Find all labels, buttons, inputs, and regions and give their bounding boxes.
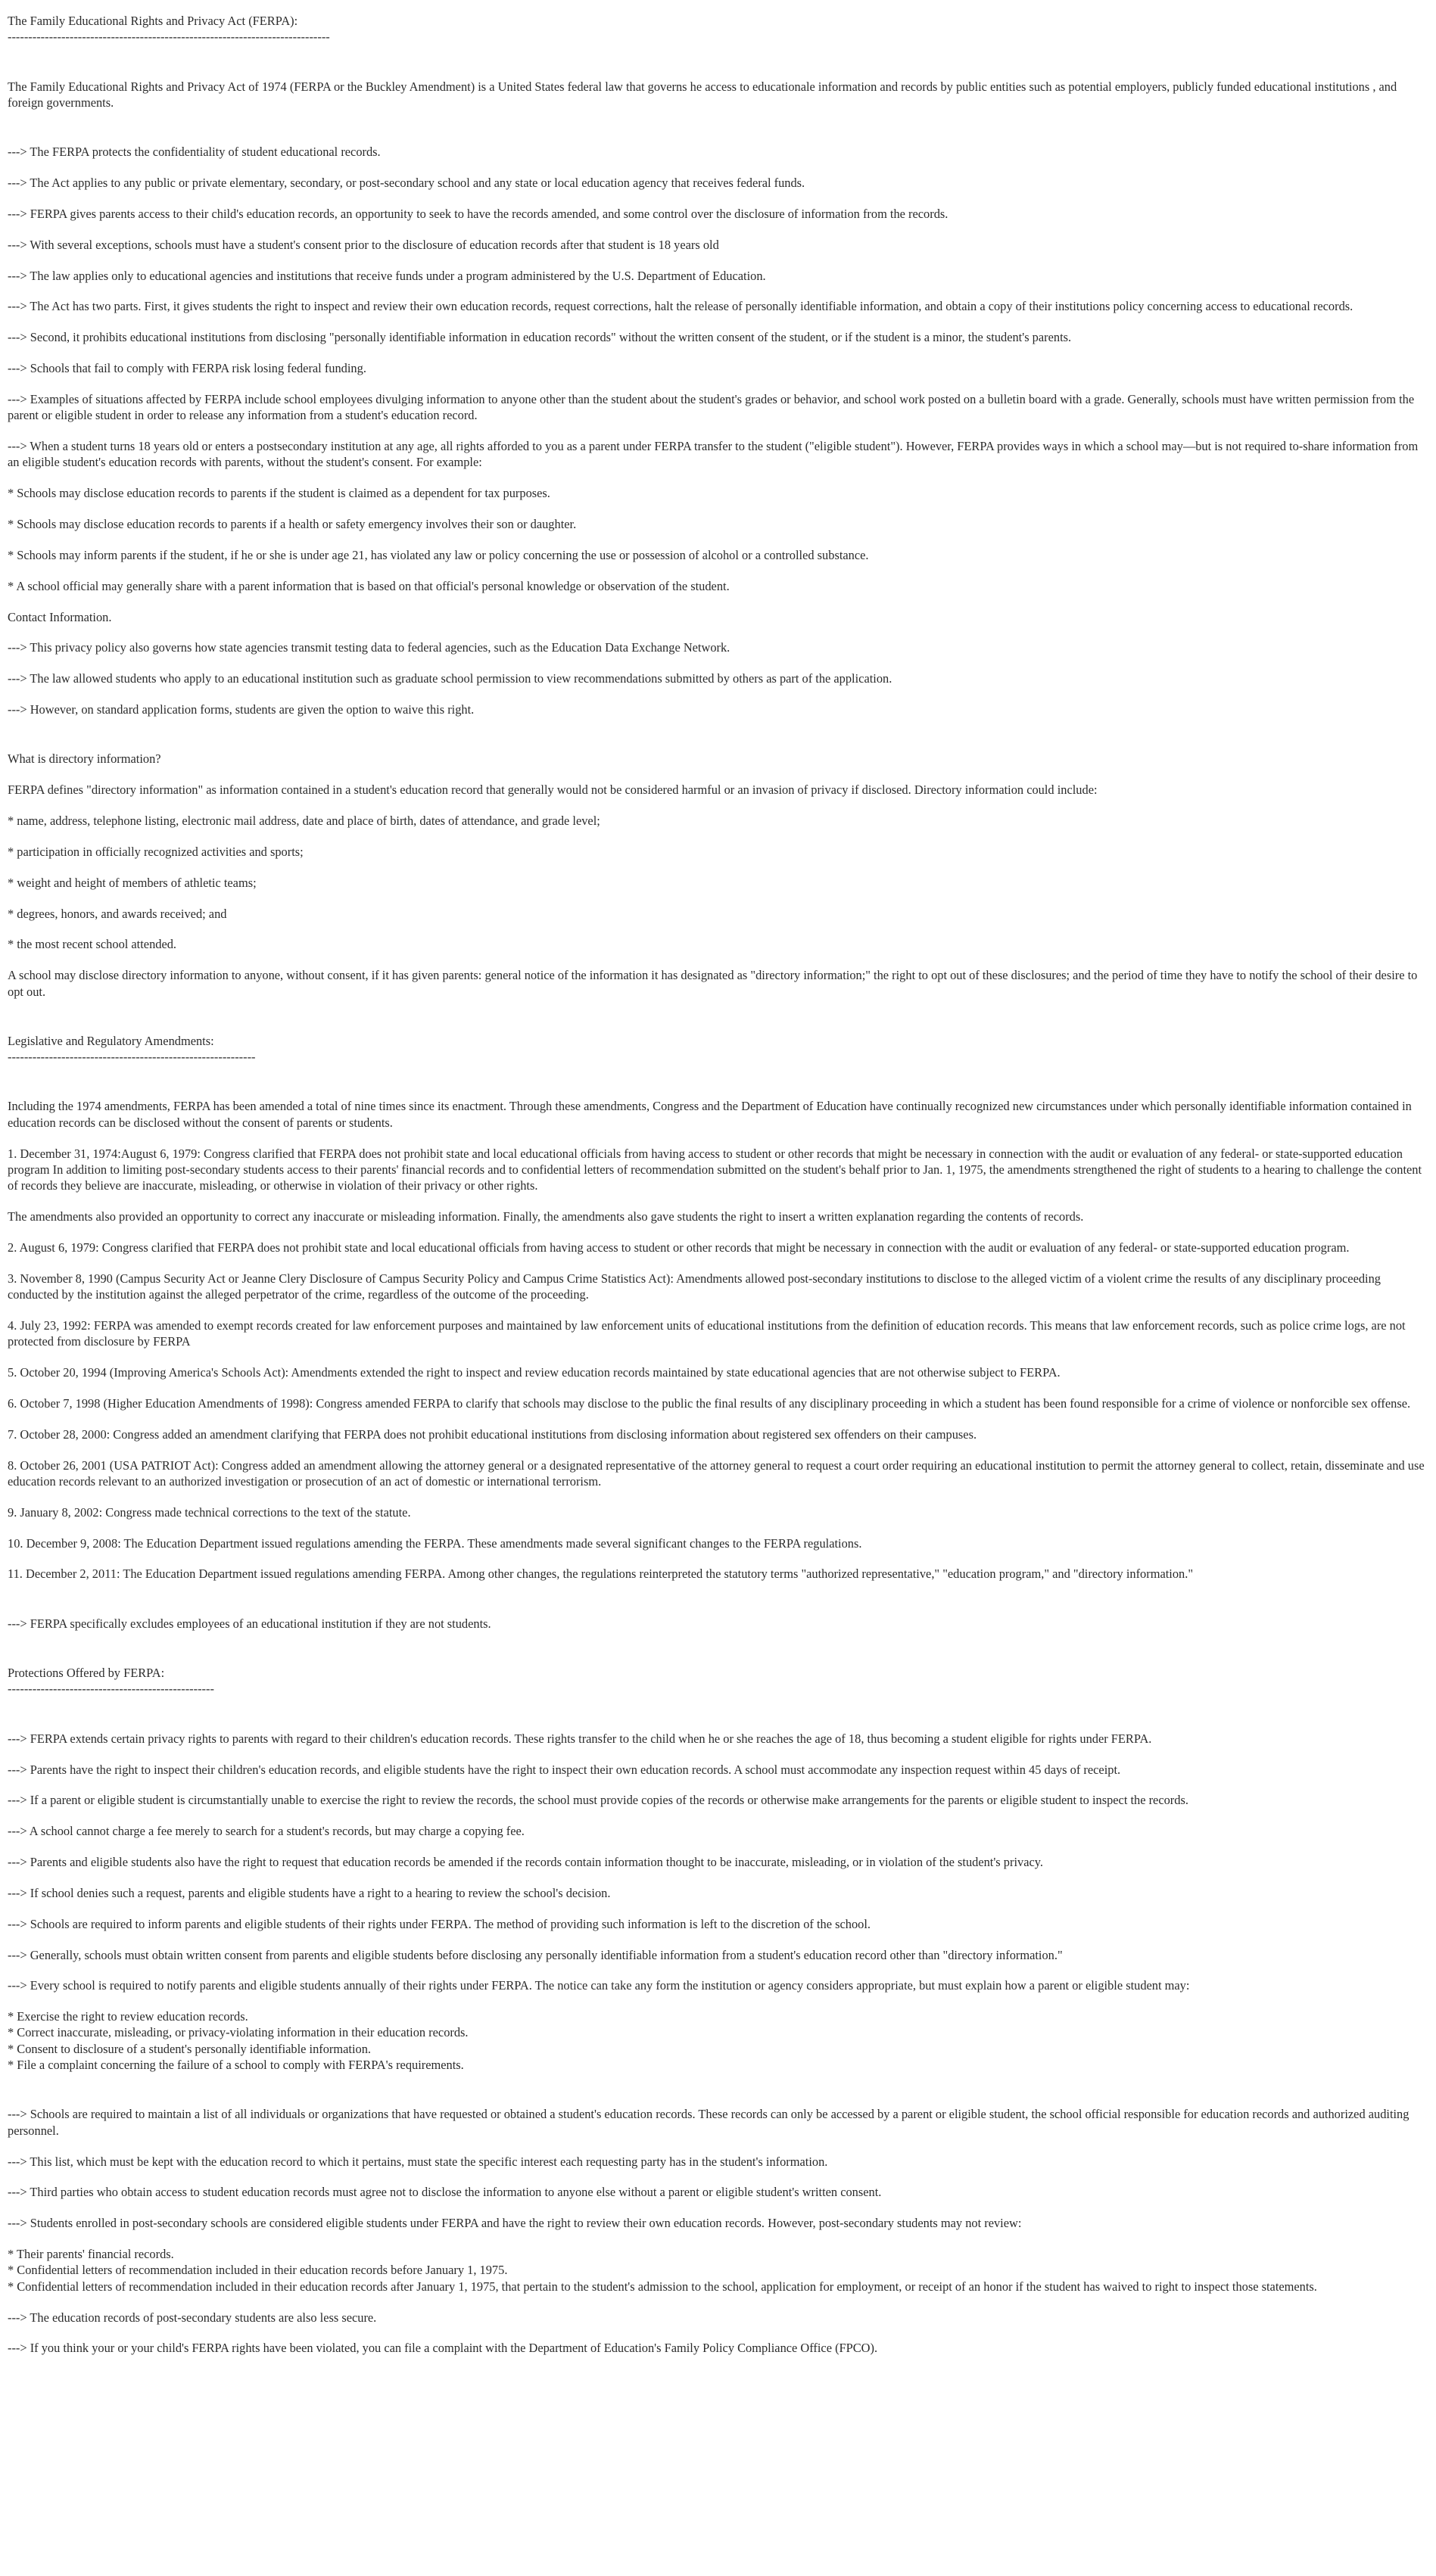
text-paragraph: * Confidential letters of recommendation included in their education records before January 1, 1975. [8, 2263, 508, 2278]
text-paragraph: ---> Parents and eligible students also have the right to request that education records be amended if the records contain information thought to be inaccurate, misleading, or in violation of the student's privacy. [8, 1855, 1043, 1870]
section-divider: -------------------------------------------------- [8, 1682, 214, 1697]
text-paragraph: ---> If school denies such a request, parents and eligible students have a right to a hearing to review the school's decision. [8, 1885, 611, 1900]
text-paragraph: * Schools may inform parents if the student, if he or she is under age 21, has violated any law or policy concerning the use or possession of alcohol or a controlled substance. [8, 547, 869, 562]
text-paragraph: ---> If a parent or eligible student is circumstantially unable to exercise the right to review the records, the school must provide copies of the records or otherwise make arrangements for the parents or eligible student to inspect the records. [8, 1793, 1188, 1808]
text-paragraph: ---> The education records of post-secondary students are also less secure. [8, 2310, 377, 2325]
text-paragraph: ---> FERPA specifically excludes employees of an educational institution if they are not students. [8, 1616, 491, 1631]
text-paragraph: The Family Educational Rights and Privacy Act of 1974 (FERPA or the Buckley Amendment) is a United States federal law that governs he access to educationale information and records by public entities such as potential employers, publicly funded educational institutions , and foreign governments. [8, 79, 1400, 110]
text-paragraph: The amendments also provided an opportunity to correct any inaccurate or misleading information. Finally, the amendments also gave students the right to insert a written explanation regarding the contents of records. [8, 1209, 1084, 1224]
text-paragraph: 3. November 8, 1990 (Campus Security Act or Jeanne Clery Disclosure of Campus Security Policy and Campus Crime Statistics Act): Amendments allowed post-secondary institutions to disclose to the alleged victim of a violent crime the results of any disciplinary proceeding conducted by the institution against the alleged perpetrator of the crime, regardless of the outcome of the proceeding. [8, 1271, 1385, 1302]
text-paragraph: 1. December 31, 1974:August 6, 1979: Congress clarified that FERPA does not prohibit state and local educational officials from having access to student or other records that might be necessary in connection with the audit or evaluation of any federal- or state-supported education program In addition to limiting post-secondary students access to their parents' financial records and to confidential letters of recommendation submitted on the student's behalf prior to Jan. 1, 1975, the amendments strengthened the right of students to a hearing to challenge the content of records they believe are inaccurate, misleading, or otherwise in violation of their privacy or other rights. [8, 1146, 1425, 1193]
text-paragraph: 10. December 9, 2008: The Education Department issued regulations amending the FERPA. These amendments made several significant changes to the FERPA regulations. [8, 1535, 862, 1551]
text-paragraph: The Family Educational Rights and Privacy Act (FERPA): [8, 14, 298, 28]
text-paragraph: ---> Second, it prohibits educational institutions from disclosing "personally identifiable information in education records" without the written consent of the student, or if the student is a minor, the student's parents. [8, 330, 1072, 345]
text-paragraph: ---> The Act has two parts. First, it gives students the right to inspect and review their own education records, request corrections, halt the release of personally identifiable information, and obtain a copy of their institutions policy concerning access to educational records. [8, 299, 1353, 314]
text-paragraph: FERPA defines "directory information" as information contained in a student's education record that generally would not be considered harmful or an invasion of privacy if disclosed. Directory information could include: [8, 782, 1098, 798]
text-paragraph: ---> Every school is required to notify parents and eligible students annually of their rights under FERPA. The notice can take any form the institution or agency considers appropriate, but must explain how a parent or eligible student may: [8, 1978, 1190, 1993]
text-paragraph: * Confidential letters of recommendation included in their education records after January 1, 1975, that pertain to the student's admission to the school, application for employment, or receipt of an honor if the student has waived to right to inspect those statements. [8, 2279, 1317, 2294]
text-paragraph: ---> The law allowed students who apply to an educational institution such as graduate school permission to view recommendations submitted by others as part of the application. [8, 671, 892, 686]
text-paragraph: 4. July 23, 1992: FERPA was amended to exempt records created for law enforcement purposes and maintained by law enforcement units of educational institutions from the definition of education records. This means that law enforcement records, such as police crime logs, are not protected from disclosure by FERPA [8, 1318, 1409, 1349]
text-paragraph: Contact Information. [8, 609, 112, 624]
text-paragraph: * name, address, telephone listing, electronic mail address, date and place of birth, dates of attendance, and grade level; [8, 814, 600, 829]
text-paragraph: A school may disclose directory information to anyone, without consent, if it has given parents: general notice of the information it has designated as "directory information;" the right to opt out of these disclosures; and the period of time they have to notify the school of their desire to opt out. [8, 968, 1421, 999]
section-divider: ------------------------------------------------------------ [8, 1050, 256, 1065]
text-paragraph: ---> FERPA gives parents access to their child's education records, an opportunity to seek to have the records amended, and some control over the disclosure of information from the records. [8, 206, 949, 221]
text-paragraph: 6. October 7, 1998 (Higher Education Amendments of 1998): Congress amended FERPA to clarify that schools may disclose to the public the final results of any disciplinary proceeding in which a student has been found responsible for a crime of violence or nonforcible sex offense. [8, 1395, 1411, 1411]
text-paragraph: Including the 1974 amendments, FERPA has been amended a total of nine times since its enactment. Through these amendments, Congress and the Department of Education have continually recognized new circumstances under which personally identifiable information contained in education records can be disclosed without the consent of parents or students. [8, 1099, 1415, 1130]
text-paragraph: ---> Schools are required to maintain a list of all individuals or organizations that have requested or obtained a student's education records. These records can only be accessed by a parent or eligible student, the school official responsible for education records and authorized auditing personnel. [8, 2107, 1413, 2138]
text-paragraph: ---> When a student turns 18 years old or enters a postsecondary institution at any age, all rights afforded to you as a parent under FERPA transfer to the student ("eligible student"). However, FERPA provides ways in which a school may—but is not required to-share information from an eligible student's education records with parents, without the student's consent. For example: [8, 439, 1422, 470]
text-paragraph: 5. October 20, 1994 (Improving America's Schools Act): Amendments extended the right to inspect and review education records maintained by state educational agencies that are not otherwise subject to FERPA. [8, 1365, 1061, 1380]
text-paragraph: ---> Students enrolled in post-secondary schools are considered eligible students under FERPA and have the right to review their own education records. However, post-secondary students may not review: [8, 2216, 1022, 2231]
text-paragraph: ---> The Act applies to any public or private elementary, secondary, or post-secondary school and any state or local education agency that receives federal funds. [8, 176, 805, 191]
text-paragraph: * weight and height of members of athletic teams; [8, 875, 257, 890]
text-paragraph: 8. October 26, 2001 (USA PATRIOT Act): Congress added an amendment allowing the attorney general or a designated representative of the attorney general to request a court order requiring an educational institution to permit the attorney general to collect, retain, disseminate and use education records relevant to an authorized investigation or prosecution of an act of domestic or international terrorism. [8, 1458, 1428, 1489]
text-paragraph: 11. December 2, 2011: The Education Department issued regulations amending FERPA. Among other changes, the regulations reinterpreted the statutory terms "authorized representative," "education program," and "directory information." [8, 1566, 1194, 1582]
text-paragraph: * File a complaint concerning the failure of a school to comply with FERPA's requirements. [8, 2058, 464, 2073]
text-paragraph: * Exercise the right to review education records. [8, 2009, 248, 2024]
text-paragraph: ---> Third parties who obtain access to student education records must agree not to disclose the information to anyone else without a parent or eligible student's written consent. [8, 2185, 882, 2200]
text-paragraph: What is directory information? [8, 751, 161, 767]
text-paragraph: Legislative and Regulatory Amendments: [8, 1033, 214, 1048]
text-paragraph: ---> Generally, schools must obtain written consent from parents and eligible students before disclosing any personally identifiable information from a student's education record other than "directory information." [8, 1947, 1063, 1962]
text-paragraph: ---> FERPA extends certain privacy rights to parents with regard to their children's education records. These rights transfer to the child when he or she reaches the age of 18, thus becoming a student eligible for rights under FERPA. [8, 1731, 1152, 1746]
text-paragraph: Protections Offered by FERPA: [8, 1666, 165, 1681]
text-paragraph: * Correct inaccurate, misleading, or privacy-violating information in their education records. [8, 2025, 469, 2040]
text-paragraph: ---> If you think your or your child's FERPA rights have been violated, you can file a complaint with the Department of Education's Family Policy Compliance Office (FPCO). [8, 2341, 878, 2356]
text-paragraph: * degrees, honors, and awards received; and [8, 906, 227, 921]
text-paragraph: ---> However, on standard application forms, students are given the option to waive this right. [8, 702, 475, 717]
text-paragraph: * Schools may disclose education records to parents if a health or safety emergency involves their son or daughter. [8, 517, 577, 532]
text-paragraph: ---> This list, which must be kept with the education record to which it pertains, must state the specific interest each requesting party has in the student's information. [8, 2154, 828, 2169]
text-paragraph: ---> This privacy policy also governs how state agencies transmit testing data to federal agencies, such as the Education Data Exchange Network. [8, 640, 730, 655]
text-paragraph: * Their parents' financial records. [8, 2247, 174, 2262]
text-paragraph: * participation in officially recognized activities and sports; [8, 844, 304, 859]
text-paragraph: ---> The law applies only to educational agencies and institutions that receive funds under a program administered by the U.S. Department of Education. [8, 268, 766, 283]
section-divider: ------------------------------------------------------------------------------ [8, 30, 330, 45]
text-paragraph: 9. January 8, 2002: Congress made technical corrections to the text of the statute. [8, 1504, 411, 1520]
text-paragraph: ---> A school cannot charge a fee merely to search for a student's records, but may charge a copying fee. [8, 1824, 525, 1839]
text-paragraph: * Schools may disclose education records to parents if the student is claimed as a dependent for tax purposes. [8, 486, 550, 501]
text-paragraph: * A school official may generally share with a parent information that is based on that official's personal knowledge or observation of the student. [8, 578, 730, 593]
text-paragraph: ---> Schools are required to inform parents and eligible students of their rights under FERPA. The method of providing such information is left to the discretion of the school. [8, 1916, 871, 1931]
text-paragraph: ---> Schools that fail to comply with FERPA risk losing federal funding. [8, 361, 366, 376]
text-paragraph: 7. October 28, 2000: Congress added an amendment clarifying that FERPA does not prohibit educational institutions from disclosing information about registered sex offenders on their campuses. [8, 1426, 977, 1442]
text-paragraph: * Consent to disclosure of a student's personally identifiable information. [8, 2041, 372, 2056]
text-paragraph: * the most recent school attended. [8, 937, 177, 952]
text-paragraph: 2. August 6, 1979: Congress clarified that FERPA does not prohibit state and local educational officials from having access to student or other records that might be necessary in connection with the audit or evaluation of any federal- or state-supported education program. [8, 1240, 1350, 1255]
text-paragraph: ---> The FERPA protects the confidentiality of student educational records. [8, 145, 381, 160]
text-paragraph: ---> With several exceptions, schools must have a student's consent prior to the disclosure of education records after that student is 18 years old [8, 237, 719, 252]
text-paragraph: ---> Parents have the right to inspect their children's education records, and eligible students have the right to inspect their own education records. A school must accommodate any inspection request within 45 days of receipt. [8, 1762, 1121, 1777]
text-paragraph: ---> Examples of situations affected by FERPA include school employees divulging information to anyone other than the student about the student's grades or behavior, and school work posted on a bulletin board with a grade. Generally, schools must have written permission from the parent or eligible student in order to release any information from a student's education record. [8, 391, 1418, 423]
